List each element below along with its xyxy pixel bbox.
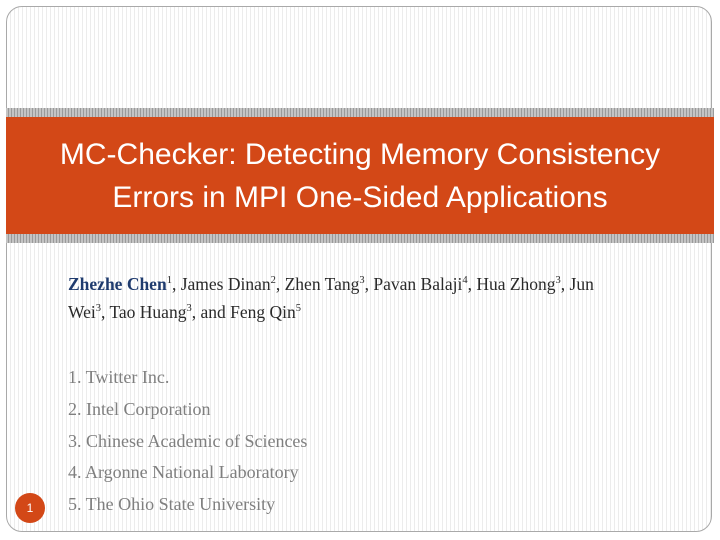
title-band bbox=[6, 117, 714, 234]
slide-title bbox=[20, 133, 700, 219]
affiliation-item: 2. Intel Corporation bbox=[68, 398, 211, 419]
slide-title-line-1: MC-Checker: Detecting Memory Consistency bbox=[59, 137, 661, 171]
author-name: Hua Zhong bbox=[476, 274, 556, 294]
slide-title-line-2: Errors in MPI One-Sided Applications bbox=[112, 180, 608, 214]
author-name: Zhen Tang bbox=[284, 274, 360, 294]
affiliation-item: 5. The Ohio State University bbox=[68, 494, 276, 515]
author-name-presenter: Zhezhe Chen bbox=[68, 274, 167, 294]
author-name: Pavan Balaji bbox=[373, 274, 463, 294]
affiliation-item: 4. Argonne National Laboratory bbox=[68, 462, 299, 483]
affiliation-list bbox=[68, 362, 307, 521]
author-separator: , bbox=[171, 274, 181, 294]
author-affil-mark: 3 bbox=[95, 303, 101, 315]
page-number-badge: 1 bbox=[15, 493, 45, 523]
author-name: James Dinan bbox=[180, 274, 271, 294]
author-separator: , bbox=[364, 274, 374, 294]
author-name: Feng Qin bbox=[230, 302, 296, 322]
title-band-top-stripe bbox=[6, 108, 714, 117]
affiliation-item: 3. Chinese Academic of Sciences bbox=[68, 430, 308, 451]
author-separator: , bbox=[560, 274, 570, 294]
author-affil-mark: 4 bbox=[462, 275, 468, 287]
author-affil-mark: 2 bbox=[270, 275, 276, 287]
author-separator: , bbox=[101, 302, 110, 322]
author-affil-mark: 3 bbox=[359, 275, 365, 287]
author-affil-mark: 1 bbox=[166, 275, 172, 287]
author-affil-mark: 3 bbox=[186, 303, 192, 315]
author-separator: , bbox=[467, 274, 477, 294]
affiliation-item: 1. Twitter Inc. bbox=[68, 367, 170, 387]
author-separator: , and bbox=[191, 302, 231, 322]
author-name: Tao Huang bbox=[109, 302, 187, 322]
author-name: Jun Wei bbox=[68, 274, 594, 322]
author-separator: , bbox=[275, 274, 285, 294]
author-affil-mark: 5 bbox=[295, 303, 301, 315]
author-affil-mark: 3 bbox=[555, 275, 561, 287]
title-band-bottom-stripe bbox=[6, 234, 714, 243]
author-list bbox=[68, 270, 628, 326]
